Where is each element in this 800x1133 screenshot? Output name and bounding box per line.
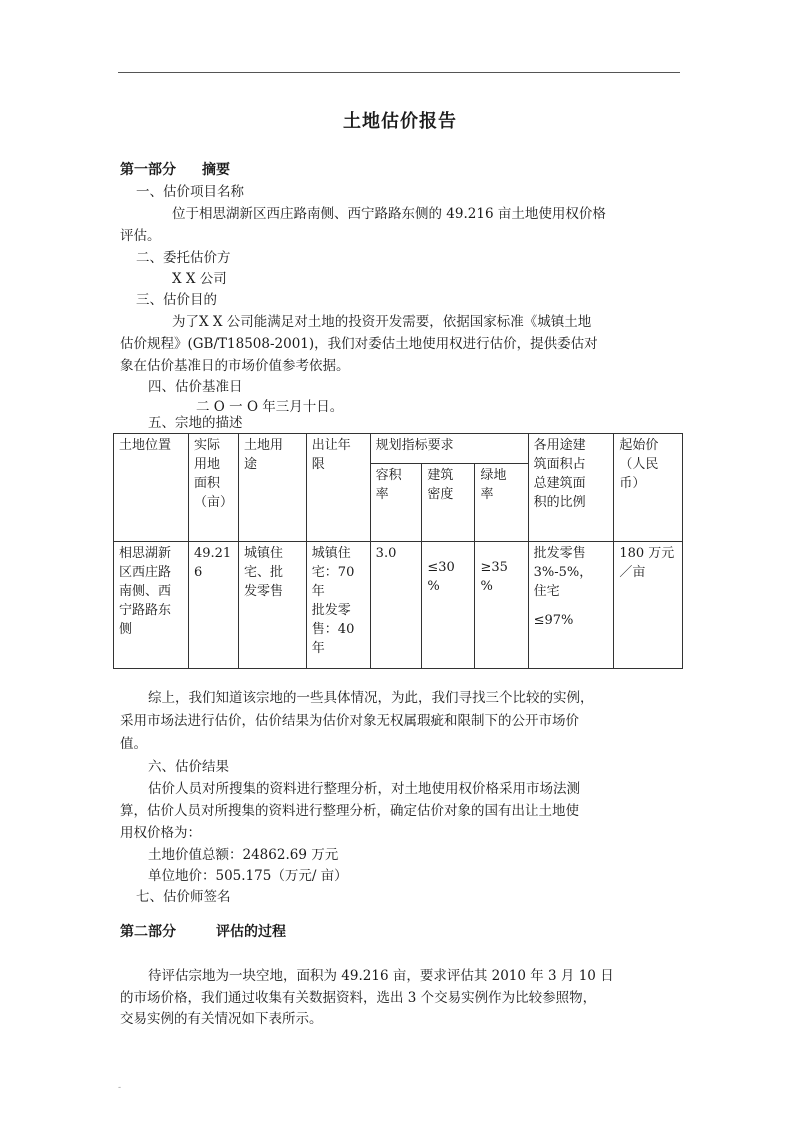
header-term: 出让年 限 xyxy=(306,434,370,542)
header-location: 土地位置 xyxy=(114,434,189,542)
report-title: 土地估价报告 xyxy=(343,111,457,132)
part2-heading-num: 第二部分 xyxy=(120,924,176,940)
header-plan: 规划指标要求 xyxy=(370,434,528,464)
result-unit: 单位地价：505.175（万元/ 亩） xyxy=(148,868,348,884)
result-line2: 算，估价人员对所搜集的资料进行整理分析，确定估价对象的国有出让土地使 xyxy=(120,803,579,819)
header-rule xyxy=(118,72,680,73)
sec3-title: 三、估价目的 xyxy=(136,292,217,308)
header-ratio: 各用途建 筑面积占 总建筑面 积的比例 xyxy=(528,434,614,542)
result-line3: 用权价格为： xyxy=(120,825,201,841)
header-green: 绿地 率 xyxy=(475,464,528,542)
header-far: 容积 率 xyxy=(370,464,422,542)
summary-line2: 采用市场法进行估价，估价结果为估价对象无权属瑕疵和限制下的公开市场价 xyxy=(120,713,579,729)
sec2-body: X X 公司 xyxy=(172,271,227,287)
part2-line3: 交易实例的有关情况如下表所示。 xyxy=(120,1011,323,1027)
summary-line1: 综上，我们知道该宗地的一些具体情况，为此，我们寻找三个比较的实例， xyxy=(148,690,594,706)
sec4-body: 二 O 一 O 年三月十日。 xyxy=(196,399,344,415)
part2-heading-title: 评估的过程 xyxy=(216,924,286,940)
result-line1: 估价人员对所搜集的资料进行整理分析，对土地使用权价格采用市场法测 xyxy=(148,781,580,797)
part2-heading xyxy=(120,922,286,942)
cell-term: 城镇住 宅：70 年 批发零 售：40 年 xyxy=(306,542,370,669)
header-area: 实际 用地 面积 （亩） xyxy=(188,434,238,542)
sec3-line3: 象在估价基准日的市场价值参考依据。 xyxy=(120,358,350,374)
cell-far: 3.0 xyxy=(370,542,422,669)
part2-line1: 待评估宗地为一块空地，面积为 49.216 亩，要求评估其 2010 年 3 月 10 日 xyxy=(148,968,614,984)
header-use: 土地用 途 xyxy=(238,434,306,542)
sec4-title: 四、估价基准日 xyxy=(148,379,243,395)
land-description-table xyxy=(113,433,683,669)
header-density: 建筑 密度 xyxy=(422,464,475,542)
sec5-title: 五、宗地的描述 xyxy=(148,415,243,431)
cell-green: ≥35 % xyxy=(475,542,528,669)
cell-use: 城镇住 宅、批 发零售 xyxy=(238,542,306,669)
part1-heading-num: 第一部分 xyxy=(120,162,176,178)
page-footer-mark: - xyxy=(118,1083,122,1093)
sec1-title: 一、估价项目名称 xyxy=(136,184,244,200)
sec3-line2: 估价规程》(GB/T18508-2001)，我们对委估土地使用权进行估价，提供委估对 xyxy=(120,336,598,352)
cell-ratio: 批发零售 3%-5%， 住宅 ≤97% xyxy=(528,542,614,669)
table-row xyxy=(114,542,683,669)
sec7-title: 七、估价师签名 xyxy=(136,889,231,905)
table-header-row xyxy=(114,434,683,464)
part1-heading-title: 摘要 xyxy=(202,162,230,178)
sec3-line1: 为了X X 公司能满足对土地的投资开发需要，依据国家标准《城镇土地 xyxy=(172,314,592,330)
sec2-title: 二、委托估价方 xyxy=(136,250,231,266)
part2-line2: 的市场价格，我们通过收集有关数据资料，选出 3 个交易实例作为比较参照物， xyxy=(120,990,597,1006)
sec1-line2: 评估。 xyxy=(120,228,161,244)
part1-heading xyxy=(120,160,230,180)
summary-line3: 值。 xyxy=(120,736,147,752)
cell-price: 180 万元 ／亩 xyxy=(614,542,683,669)
result-total: 土地价值总额：24862.69 万元 xyxy=(148,847,339,863)
cell-area: 49.21 6 xyxy=(188,542,238,669)
sec6-title: 六、估价结果 xyxy=(148,759,229,775)
cell-location: 相思湖新 区西庄路 南侧、西 宁路路东 侧 xyxy=(114,542,189,669)
header-price: 起始价 （人民 币） xyxy=(614,434,683,542)
sec1-line1: 位于相思湖新区西庄路南侧、西宁路路东侧的 49.216 亩土地使用权价格 xyxy=(172,206,606,222)
cell-density: ≤30 % xyxy=(422,542,475,669)
